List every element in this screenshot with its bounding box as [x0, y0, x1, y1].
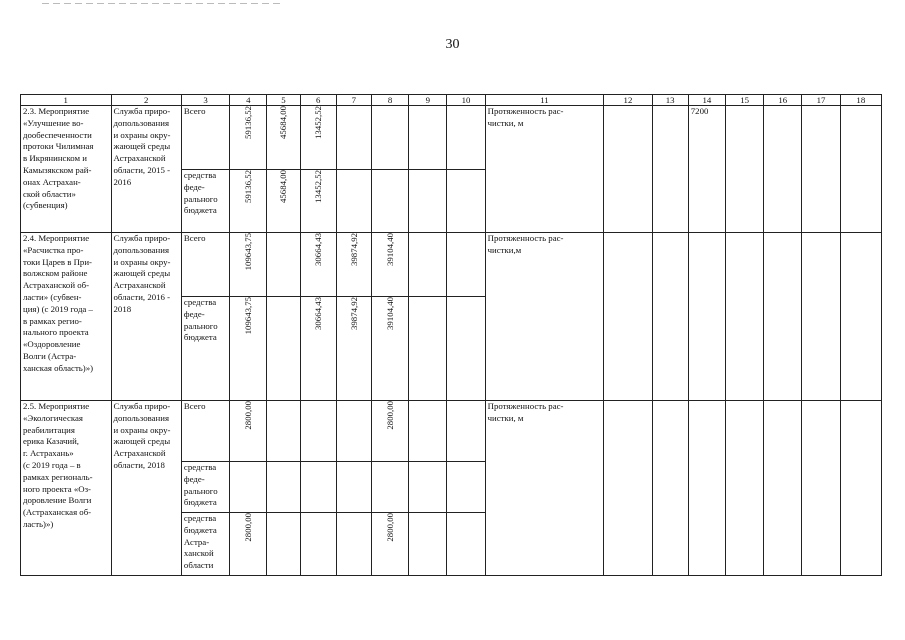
amount-cell: [447, 233, 485, 297]
empty-cell: [604, 106, 652, 233]
amount-cell: [409, 297, 447, 401]
amount-cell: [336, 462, 371, 513]
amount-cell: [230, 106, 267, 170]
amount-cell: [371, 401, 408, 462]
amount-cell: [409, 106, 447, 170]
amount-cell: [300, 297, 336, 401]
table-row: [21, 106, 882, 170]
amount-cell: [300, 106, 336, 170]
empty-cell: [840, 106, 881, 233]
empty-cell: [764, 401, 802, 576]
column-header: 10: [447, 95, 485, 106]
empty-cell: [764, 106, 802, 233]
executor-cell: Служба приро- допользования и охраны окру- жающей среды Астраханской области, 2018: [111, 401, 181, 576]
budget-table: [20, 94, 882, 576]
amount-cell: [267, 170, 300, 233]
amount-value: 2800,00: [243, 513, 254, 542]
column-header: 2: [111, 95, 181, 106]
funding-source-cell: средства феде- рального бюджета: [181, 170, 229, 233]
amount-value: 39104,40: [385, 297, 396, 330]
amount-value: 30664,43: [313, 297, 324, 330]
amount-cell: [336, 170, 371, 233]
column-header: 9: [409, 95, 447, 106]
target-value-cell: 7200: [688, 106, 725, 233]
page-number: 30: [445, 37, 460, 52]
amount-cell: [336, 401, 371, 462]
amount-cell: [230, 297, 267, 401]
amount-cell: [447, 297, 485, 401]
funding-source-cell: средства феде- рального бюджета: [181, 297, 229, 401]
empty-cell: [725, 233, 763, 401]
amount-cell: [336, 297, 371, 401]
amount-value: 2800,00: [385, 401, 396, 430]
amount-cell: [336, 233, 371, 297]
amount-cell: [267, 233, 300, 297]
indicator-cell: Протяженность рас- чистки, м: [485, 401, 604, 576]
table-row: [21, 233, 882, 297]
amount-value: 2800,00: [385, 513, 396, 542]
column-header: 16: [764, 95, 802, 106]
table-row: [21, 401, 882, 462]
amount-cell: [447, 170, 485, 233]
indicator-cell: Протяженность рас- чистки,м: [485, 233, 604, 401]
amount-cell: [230, 462, 267, 513]
amount-cell: [409, 513, 447, 576]
column-header: 1: [21, 95, 112, 106]
target-value-cell: [688, 233, 725, 401]
amount-value: 13452,52: [313, 106, 324, 139]
amount-value: 39104,40: [385, 233, 396, 266]
funding-source-cell: средства феде- рального бюджета: [181, 462, 229, 513]
amount-value: 45684,00: [278, 170, 289, 203]
target-value-cell: [688, 401, 725, 576]
amount-cell: [267, 106, 300, 170]
empty-cell: [840, 401, 881, 576]
empty-cell: [652, 233, 688, 401]
column-header: 5: [267, 95, 300, 106]
column-header: 11: [485, 95, 604, 106]
empty-cell: [725, 106, 763, 233]
amount-cell: [267, 513, 300, 576]
amount-value: 109643,75: [243, 297, 254, 335]
amount-cell: [447, 106, 485, 170]
amount-value: 45684,00: [278, 106, 289, 139]
column-header: 18: [840, 95, 881, 106]
amount-cell: [447, 462, 485, 513]
empty-cell: [725, 401, 763, 576]
column-header: 8: [371, 95, 408, 106]
empty-cell: [802, 106, 840, 233]
empty-cell: [802, 401, 840, 576]
amount-cell: [371, 170, 408, 233]
column-header: 6: [300, 95, 336, 106]
executor-cell: Служба приро- допользования и охраны окру- жающей среды Астраханской области, 2015 - 2016: [111, 106, 181, 233]
empty-cell: [652, 401, 688, 576]
amount-cell: [300, 513, 336, 576]
amount-cell: [447, 513, 485, 576]
amount-cell: [447, 401, 485, 462]
amount-cell: [300, 233, 336, 297]
amount-cell: [300, 401, 336, 462]
amount-cell: [267, 462, 300, 513]
funding-source-cell: Всего: [181, 106, 229, 170]
funding-source-cell: средства бюджета Астра- ханской области: [181, 513, 229, 576]
column-header: 12: [604, 95, 652, 106]
amount-cell: [230, 233, 267, 297]
amount-cell: [371, 513, 408, 576]
amount-cell: [409, 462, 447, 513]
amount-cell: [409, 401, 447, 462]
column-header: 3: [181, 95, 229, 106]
column-header: 13: [652, 95, 688, 106]
indicator-cell: Протяженность рас- чистки, м: [485, 106, 604, 233]
column-header: 17: [802, 95, 840, 106]
empty-cell: [840, 233, 881, 401]
executor-cell: Служба приро- допользования и охраны окру- жающей среды Астраханской области, 2016 - 2018: [111, 233, 181, 401]
empty-cell: [764, 233, 802, 401]
funding-source-cell: Всего: [181, 233, 229, 297]
amount-cell: [409, 170, 447, 233]
amount-value: 30664,43: [313, 233, 324, 266]
measure-description: 2.4. Мероприятие «Расчистка про- токи Царев в При- волжском районе Астраханской об- ласти» (субвен- ция) (с 2019 года – в рамках регио- нального проекта «Оздоровление Волги (Астра- ханская область)»): [21, 233, 112, 401]
column-number-row: [21, 95, 882, 106]
amount-cell: [267, 297, 300, 401]
amount-cell: [336, 106, 371, 170]
empty-cell: [652, 106, 688, 233]
amount-cell: [371, 462, 408, 513]
amount-value: 59136,52: [243, 170, 254, 203]
column-header: 15: [725, 95, 763, 106]
measure-description: 2.5. Мероприятие «Экологическая реабилитация ерика Казачий, г. Астрахань» (с 2019 года – в рамках региональ- ного проекта «Оз- доровление Волги (Астраханская об- ласть)»): [21, 401, 112, 576]
amount-cell: [371, 106, 408, 170]
amount-value: 2800,00: [243, 401, 254, 430]
measure-description: 2.3. Мероприятие «Улучшение во- дообеспеченности протоки Чилимная в Икрянинском и Камызякском рай- онах Астрахан- ской области» (субвенция): [21, 106, 112, 233]
amount-value: 39874,92: [348, 233, 359, 266]
amount-cell: [300, 462, 336, 513]
amount-cell: [409, 233, 447, 297]
funding-source-cell: Всего: [181, 401, 229, 462]
amount-cell: [300, 170, 336, 233]
amount-cell: [230, 513, 267, 576]
amount-cell: [371, 233, 408, 297]
amount-value: 109643,75: [243, 233, 254, 271]
amount-value: 39874,92: [348, 297, 359, 330]
amount-value: 13452,52: [313, 170, 324, 203]
amount-value: 59136,52: [243, 106, 254, 139]
column-header: 14: [688, 95, 725, 106]
empty-cell: [802, 233, 840, 401]
amount-cell: [230, 401, 267, 462]
amount-cell: [371, 297, 408, 401]
amount-cell: [267, 401, 300, 462]
amount-cell: [336, 513, 371, 576]
column-header: 7: [336, 95, 371, 106]
empty-cell: [604, 401, 652, 576]
column-header: 4: [230, 95, 267, 106]
scan-artifact: [42, 3, 282, 4]
empty-cell: [604, 233, 652, 401]
amount-cell: [230, 170, 267, 233]
